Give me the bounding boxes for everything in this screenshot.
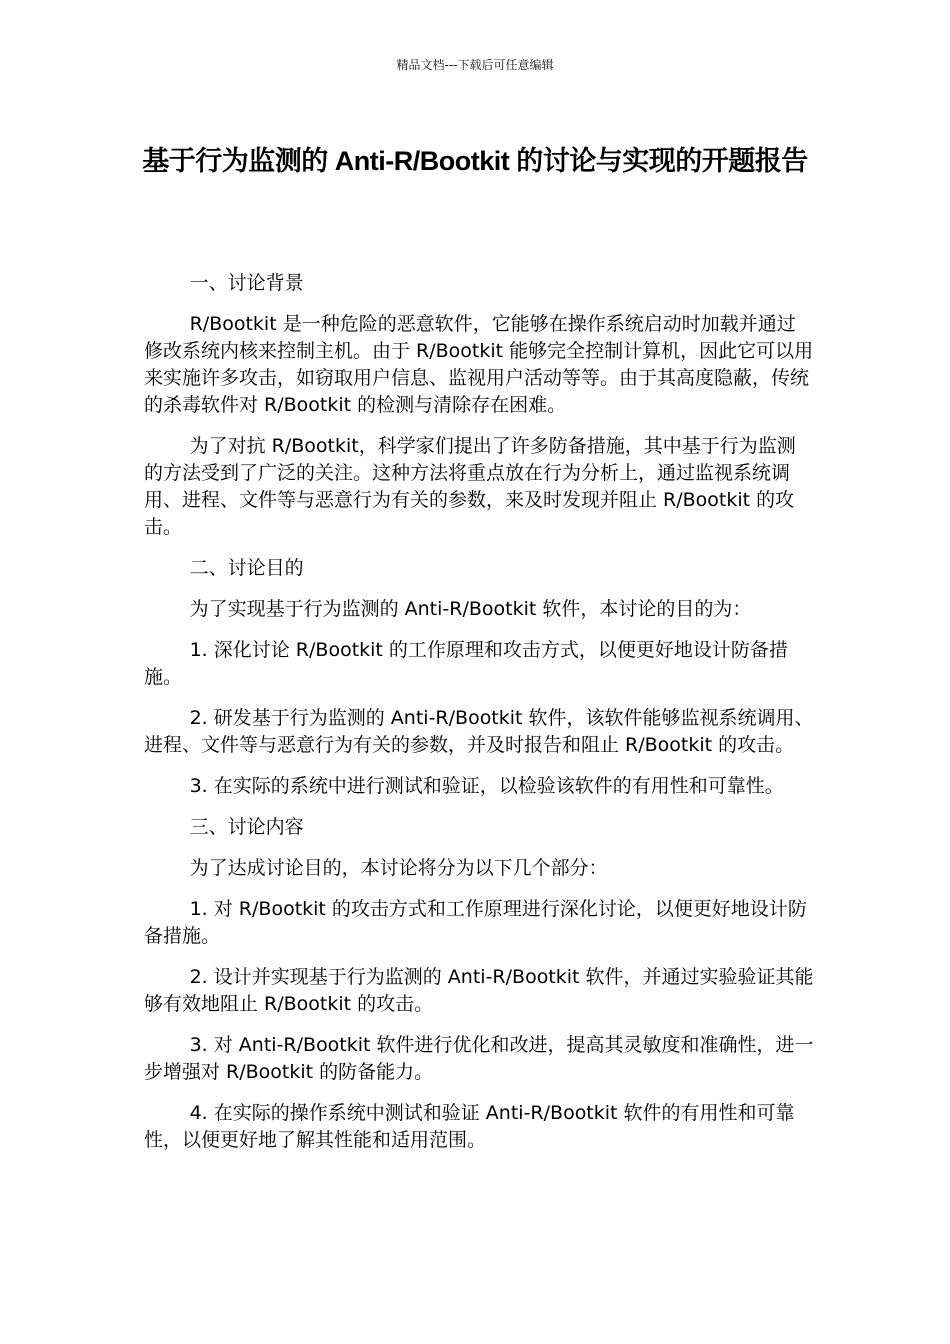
list-item: 1. 深化讨论 R/Bootkit 的工作原理和攻击方式，以便更好地设计防备措施。 — [144, 639, 788, 688]
section-heading-purpose: 二、讨论目的 — [189, 557, 304, 579]
document-body — [144, 270, 814, 1168]
section-heading-content: 三、讨论内容 — [189, 816, 304, 838]
paragraph: 为了对抗 R/Bootkit，科学家们提出了许多防备措施，其中基于行为监测的方法受到了广泛的关注。这种方法将重点放在行为分析上，通过监视系统调用、进程、文件等与恶意行为有关的参数，来及时发现并阻止 R/Bootkit 的攻击。 — [144, 435, 796, 538]
section-heading-background: 一、讨论背景 — [189, 272, 304, 294]
list-item: 2. 研发基于行为监测的 Anti-R/Bootkit 软件，该软件能够监视系统调用、进程、文件等与恶意行为有关的参数，并及时报告和阻止 R/Bootkit 的攻击。 — [144, 707, 814, 756]
list-item: 3. 在实际的系统中进行测试和验证，以检验该软件的有用性和可靠性。 — [189, 775, 784, 797]
document-title: 基于行为监测的 Anti-R/Bootkit 的讨论与实现的开题报告 — [142, 146, 808, 176]
list-item: 2. 设计并实现基于行为监测的 Anti-R/Bootkit 软件，并通过实验验证其能够有效地阻止 R/Bootkit 的攻击。 — [144, 966, 814, 1015]
paragraph: 为了实现基于行为监测的 Anti-R/Bootkit 软件，本讨论的目的为： — [189, 598, 752, 620]
list-item: 1. 对 R/Bootkit 的攻击方式和工作原理进行深化讨论，以便更好地设计防备措施。 — [144, 898, 807, 947]
page-header: 精品文档---下载后可任意编辑 — [396, 58, 554, 72]
list-item: 3. 对 Anti-R/Bootkit 软件进行优化和改进，提高其灵敏度和准确性，进一步增强对 R/Bootkit 的防备能力。 — [144, 1034, 814, 1083]
paragraph: R/Bootkit 是一种危险的恶意软件，它能够在操作系统启动时加载并通过修改系统内核来控制主机。由于 R/Bootkit 能够完全控制计算机，因此它可以用来实施许多攻击，如窃取用户信息、监视用户活动等等。由于其高度隐蔽，传统的杀毒软件对 R/Bootkit 的检测与清除存在困难。 — [144, 313, 814, 416]
list-item: 4. 在实际的操作系统中测试和验证 Anti-R/Bootkit 软件的有用性和可靠性，以便更好地了解其性能和适用范围。 — [144, 1102, 795, 1151]
paragraph: 为了达成讨论目的，本讨论将分为以下几个部分： — [189, 857, 608, 879]
